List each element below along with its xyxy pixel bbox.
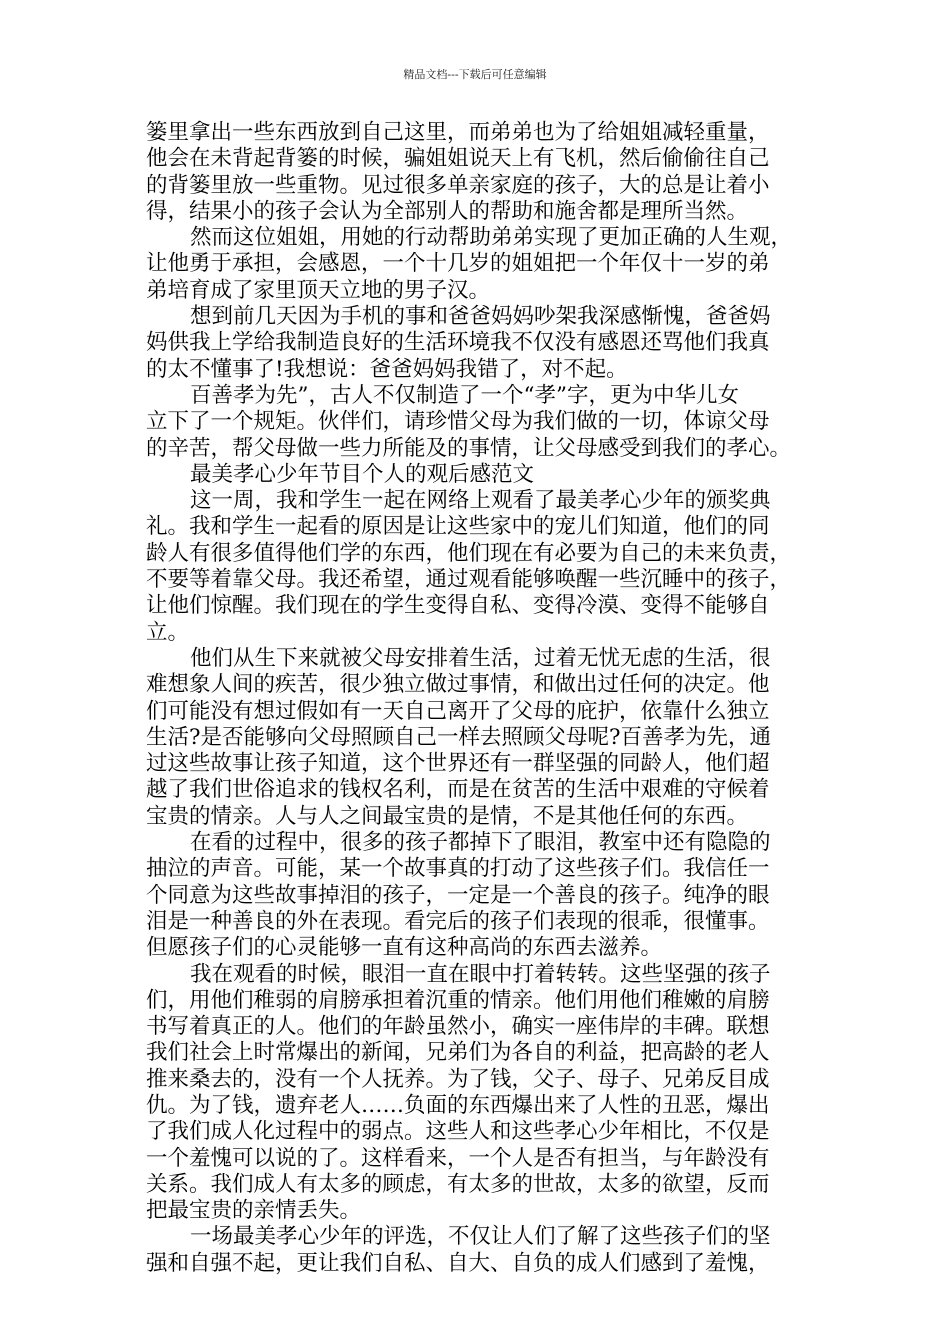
text-line: 妈供我上学给我制造良好的生活环境我不仅没有感恩还骂他们我真	[146, 330, 770, 356]
text-line: 的背篓里放一些重物。见过很多单亲家庭的孩子，大的总是让着小	[146, 172, 770, 198]
text-line: 最美孝心少年节目个人的观后感范文	[190, 461, 535, 487]
text-line: 不要等着靠父母。我还希望，通过观看能够唤醒一些沉睡中的孩子，	[146, 567, 792, 593]
text-line: 礼。我和学生一起看的原因是让这些家中的宠儿们知道，他们的同	[146, 514, 770, 540]
text-line: 我们社会上时常爆出的新闻，兄弟们为各自的利益，把高龄的老人	[146, 1040, 770, 1066]
text-line: 龄人有很多值得他们学的东西，他们现在有必要为自己的未来负责，	[146, 540, 792, 566]
text-line: 们可能没有想过假如有一天自己离开了父母的庇护，依靠什么独立	[146, 698, 770, 724]
text-line: 百善孝为先”，古人不仅制造了一个“孝”字，更为中华儿女	[190, 382, 739, 408]
text-line: 仇。为了钱，遗弃老人……负面的东西爆出来了人性的丑恶，爆出	[146, 1092, 770, 1118]
text-line: 的太不懂事了!我想说：爸爸妈妈我错了，对不起。	[146, 356, 628, 382]
text-line: 我在观看的时候，眼泪一直在眼中打着转转。这些坚强的孩子	[190, 961, 771, 987]
text-line: 强和自强不起，更让我们自私、自大、自负的成人们感到了羞愧，	[146, 1250, 770, 1276]
text-line: 关系。我们成人有太多的顾虑，有太多的世故，太多的欲望，反而	[146, 1171, 770, 1197]
text-line: 泪是一种善良的外在表现。看完后的孩子们表现的很乖，很懂事。	[146, 908, 770, 934]
text-line: 了我们成人化过程中的弱点。这些人和这些孝心少年相比，不仅是	[146, 1119, 770, 1145]
text-line: 他会在未背起背篓的时候，骗姐姐说天上有飞机，然后偷偷往自己	[146, 146, 770, 172]
text-line: 篓里拿出一些东西放到自己这里，而弟弟也为了给姐姐减轻重量，	[146, 120, 770, 145]
text-line: 他们从生下来就被父母安排着生活，过着无忧无虑的生活，很	[190, 645, 771, 671]
text-line: 生活?是否能够向父母照顾自己一样去照顾父母呢?百善孝为先，通	[146, 724, 772, 750]
text-line: 的辛苦，帮父母做一些力所能及的事情，让父母感受到我们的孝心。	[146, 435, 792, 461]
text-line: 抽泣的声音。可能，某一个故事真的打动了这些孩子们。我信任一	[146, 856, 770, 882]
text-line: 把最宝贵的亲情丢失。	[146, 1198, 362, 1224]
text-line: 但愿孩子们的心灵能够一直有这种高尚的东西去滋养。	[146, 935, 663, 961]
text-line: 过这些故事让孩子知道，这个世界还有一群坚强的同龄人，他们超	[146, 751, 770, 777]
text-line: 立下了一个规矩。伙伴们，请珍惜父母为我们做的一切，体谅父母	[146, 409, 770, 435]
text-line: 一个羞愧可以说的了。这样看来，一个人是否有担当，与年龄没有	[146, 1145, 770, 1171]
text-line: 这一周，我和学生一起在网络上观看了最美孝心少年的颁奖典	[190, 488, 771, 514]
text-line: 让他们惊醒。我们现在的学生变得自私、变得冷漠、变得不能够自	[146, 593, 770, 619]
text-line: 一场最美孝心少年的评选，不仅让人们了解了这些孩子们的坚	[190, 1224, 771, 1250]
text-line: 宝贵的情亲。人与人之间最宝贵的是情，不是其他任何的东西。	[146, 803, 749, 829]
text-line: 个同意为这些故事掉泪的孩子，一定是一个善良的孩子。纯净的眼	[146, 882, 770, 908]
text-line: 推来桑去的，没有一个人抚养。为了钱，父子、母子、兄弟反目成	[146, 1066, 770, 1092]
text-line: 得，结果小的孩子会认为全部别人的帮助和施舍都是理所当然。	[146, 198, 749, 224]
text-line: 们，用他们稚弱的肩膀承担着沉重的情亲。他们用他们稚嫩的肩膀	[146, 987, 770, 1013]
text-line: 在看的过程中，很多的孩子都掉下了眼泪，教室中还有隐隐的	[190, 830, 771, 856]
text-line: 然而这位姐姐，用她的行动帮助弟弟实现了更加正确的人生观，	[190, 225, 793, 251]
text-line: 书写着真正的人。他们的年龄虽然小，确实一座伟岸的丰碑。联想	[146, 1014, 770, 1040]
page-header: 精品文档---下载后可任意编辑	[403, 68, 547, 81]
text-line: 让他勇于承担，会感恩，一个十几岁的姐姐把一个年仅十一岁的弟	[146, 251, 770, 277]
text-line: 立。	[146, 619, 190, 645]
text-line: 想到前几天因为手机的事和爸爸妈妈吵架我深感惭愧，爸爸妈	[190, 304, 771, 330]
text-line: 越了我们世俗追求的钱权名利，而是在贫苦的生活中艰难的守候着	[146, 777, 770, 803]
text-line: 难想象人间的疾苦，很少独立做过事情，和做出过任何的决定。他	[146, 672, 770, 698]
text-line: 弟培育成了家里顶天立地的男子汉。	[146, 277, 491, 303]
document-body	[146, 120, 816, 1277]
